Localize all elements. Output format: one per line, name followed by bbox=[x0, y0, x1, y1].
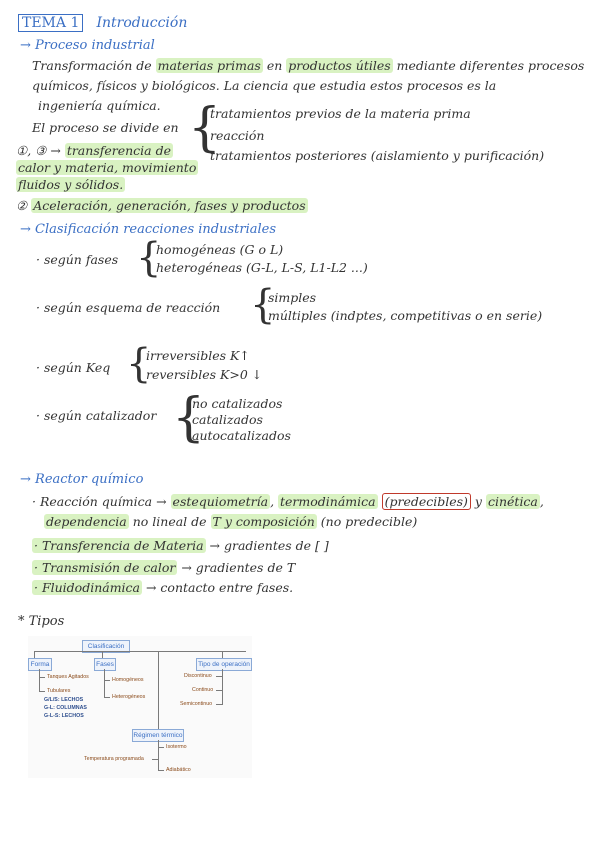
brace-icon: { bbox=[188, 98, 222, 158]
fases-item-1: homogéneas (G o L) bbox=[156, 242, 284, 257]
cat-item-3: autocatalizados bbox=[192, 428, 291, 443]
tipos-diagram bbox=[28, 636, 252, 778]
keq-item-1: irreversibles K↑ bbox=[146, 348, 250, 363]
fluidodinamica-line: · Fluidodinámica → contacto entre fases. bbox=[34, 580, 294, 595]
brace-icon: { bbox=[126, 341, 152, 387]
esquema-label: · según esquema de reacción bbox=[36, 300, 221, 315]
section-heading-proceso: → Proceso industrial bbox=[20, 38, 155, 53]
arrow-icon: → bbox=[20, 38, 31, 53]
diagram-forma: Forma bbox=[28, 658, 52, 671]
tema-label: TEMA 1 bbox=[18, 14, 83, 32]
reactor-line-2: dependencia no lineal de T y composición (no predecible) bbox=[46, 514, 418, 529]
diagram-regimen: Régimen térmico bbox=[132, 729, 184, 742]
divide-item-2: reacción bbox=[210, 128, 265, 143]
esquema-item-1: simples bbox=[268, 290, 317, 305]
diagram-tubulares: Tubulares bbox=[47, 688, 71, 694]
fases-item-2: heterogéneas (G-L, L-S, L1-L2 ...) bbox=[156, 260, 368, 275]
keq-label: · según Keq bbox=[36, 360, 111, 375]
transferencia-line: · Transferencia de Materia → gradientes de [ ] bbox=[34, 538, 329, 553]
note-1-line-3: fluidos y sólidos. bbox=[18, 177, 124, 192]
diagram-temp-programada: Temperatura programada bbox=[84, 756, 144, 762]
diagram-semicontinuo: Semicontinuo bbox=[180, 701, 213, 707]
section-heading-clasificacion: → Clasificación reacciones industriales bbox=[20, 222, 277, 237]
diagram-gl: G-L: COLUMNAS bbox=[44, 705, 87, 711]
section-heading-reactor: → Reactor químico bbox=[20, 472, 144, 487]
page-title: Introducción bbox=[96, 15, 188, 31]
paragraph-line-2: químicos, físicos y biológicos. La ciencia que estudia estos procesos es la bbox=[32, 78, 497, 93]
divide-item-1: tratamientos previos de la materia prima bbox=[210, 106, 471, 121]
diagram-fases: Fases bbox=[94, 658, 116, 671]
diagram-root: Clasificación bbox=[82, 640, 130, 653]
note-1-line-1: ①, ③ → transferencia de bbox=[16, 143, 171, 158]
diagram-gs: G-L-S: LECHOS bbox=[44, 713, 84, 719]
tipos-heading: * Tipos bbox=[18, 614, 65, 629]
diagram-tipo-operacion: Tipo de operación bbox=[196, 658, 252, 671]
cat-item-1: no catalizados bbox=[192, 396, 283, 411]
diagram-homogeneos: Homogéneos bbox=[112, 677, 144, 683]
divide-item-3: tratamientos posteriores (aislamiento y purificación) bbox=[210, 148, 545, 163]
brace-icon: { bbox=[250, 282, 276, 328]
keq-item-2: reversibles K>0 ↓ bbox=[146, 367, 263, 382]
note-1-line-2: calor y materia, movimiento bbox=[18, 160, 197, 175]
esquema-item-2: múltiples (indptes, competitivas o en serie) bbox=[268, 308, 543, 323]
note-2: ② Aceleración, generación, fases y productos bbox=[16, 198, 306, 213]
cat-item-2: catalizados bbox=[192, 412, 263, 427]
diagram-adiabatico: Adiabático bbox=[166, 767, 191, 773]
page-header bbox=[18, 12, 187, 31]
paragraph-line-1: Transformación de materias primas en productos útiles mediante diferentes procesos bbox=[32, 58, 585, 73]
brace-icon: { bbox=[172, 388, 206, 448]
diagram-heterogeneos: Heterogéneos bbox=[112, 694, 146, 700]
fases-label: · según fases bbox=[36, 252, 119, 267]
arrow-icon: → bbox=[20, 472, 31, 487]
reactor-line-1: · Reacción química → estequiometría , termodinámica (predecibles) y cinética , bbox=[32, 494, 544, 509]
diagram-discontinuo: Discontinuo bbox=[184, 673, 212, 679]
diagram-tanques: Tanques Agitados bbox=[47, 674, 89, 680]
arrow-icon: → bbox=[20, 222, 31, 237]
diagram-continuo: Continuo bbox=[192, 687, 214, 693]
catalizador-label: · según catalizador bbox=[36, 408, 157, 423]
divide-label: El proceso se divide en bbox=[32, 120, 179, 135]
transmision-line: · Transmisión de calor → gradientes de T bbox=[34, 560, 296, 575]
brace-icon: { bbox=[136, 235, 162, 281]
diagram-isotermo: Isotermo bbox=[166, 744, 187, 750]
paragraph-line-3: ingeniería química. bbox=[38, 98, 161, 113]
diagram-gls: G/L/S: LECHOS bbox=[44, 697, 84, 703]
